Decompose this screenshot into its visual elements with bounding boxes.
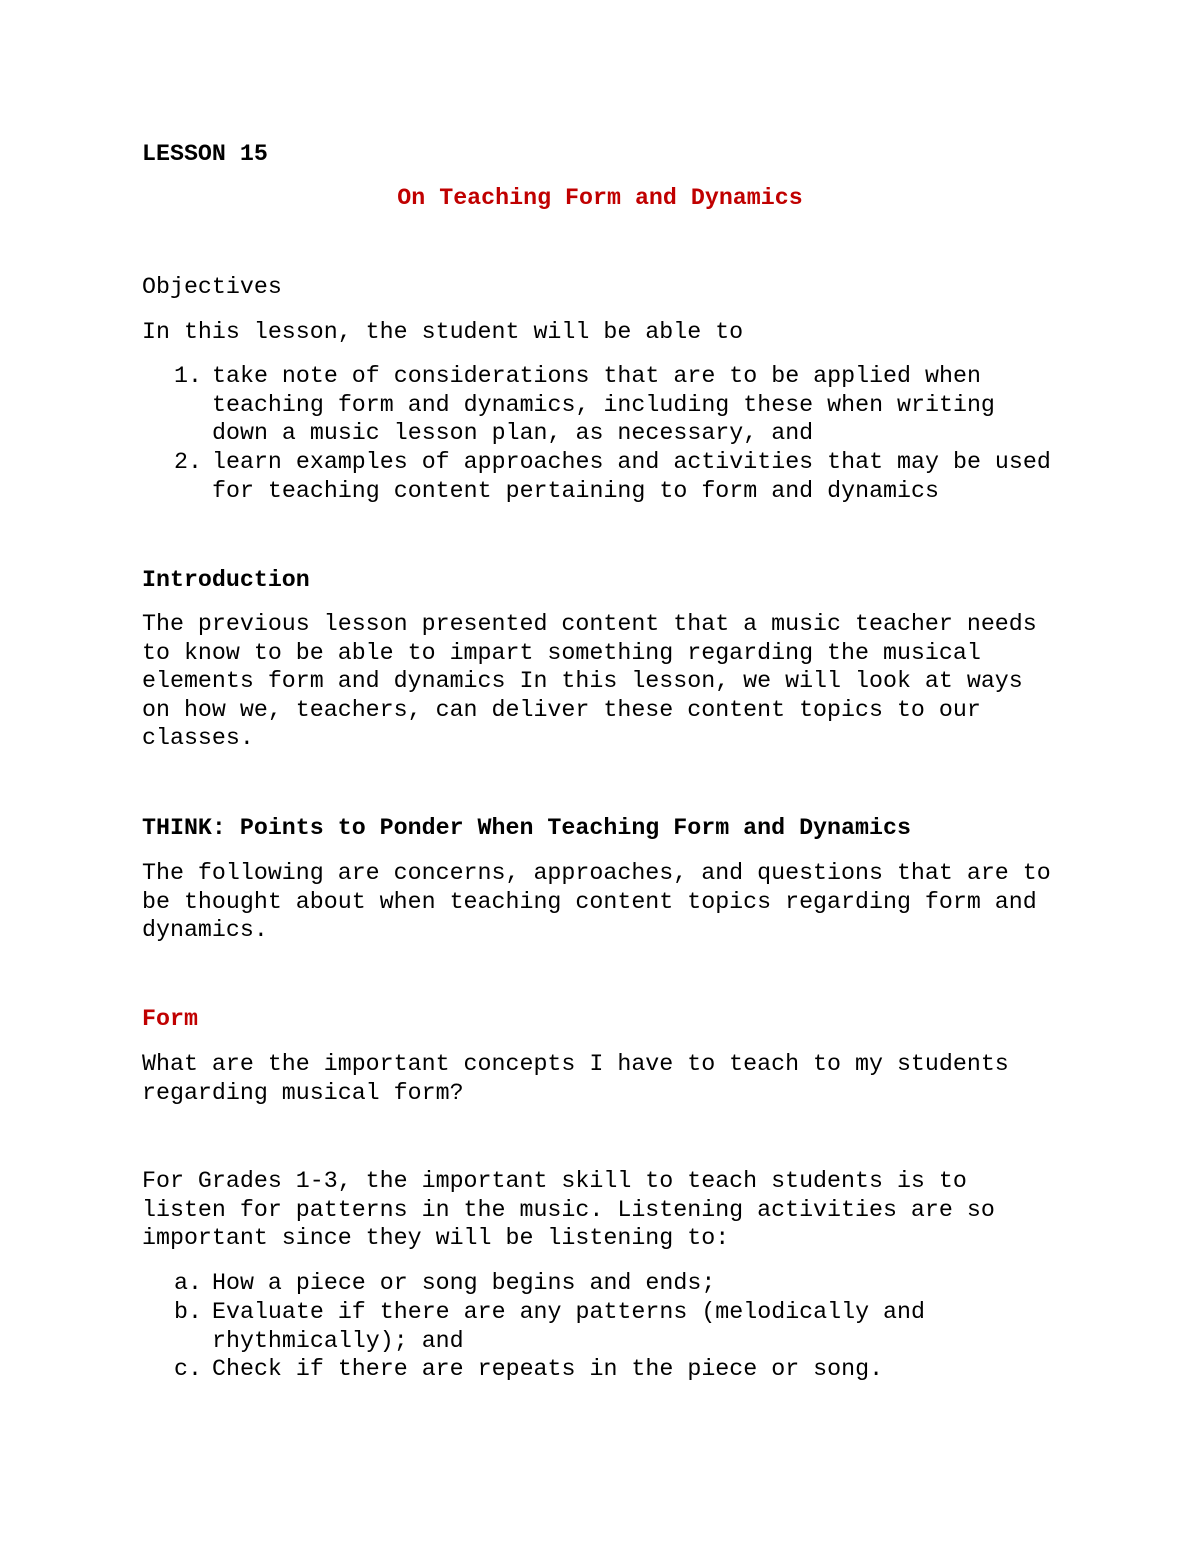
- think-heading: THINK: Points to Ponder When Teaching Form and Dynamics: [142, 815, 911, 841]
- objectives-lead: In this lesson, the student will be able to: [142, 319, 744, 345]
- form-marker-a: a.: [174, 1270, 202, 1296]
- form-item-c: Check if there are repeats in the piece or song.: [212, 1356, 884, 1382]
- page-title: On Teaching Form and Dynamics: [397, 185, 803, 211]
- form-item-a: How a piece or song begins and ends;: [212, 1270, 716, 1296]
- form-item-b: Evaluate if there are any patterns (melodically and rhythmically); and: [212, 1299, 926, 1354]
- lesson-label: LESSON 15: [142, 141, 268, 167]
- form-grades-text: For Grades 1-3, the important skill to teach students is to listen for patterns in the music. Listening activities are so important since they will be listening to:: [142, 1168, 995, 1251]
- form-heading: Form: [142, 1006, 198, 1032]
- think-body: The following are concerns, approaches, and questions that are to be thought about when teaching content topics regarding form and dynamics.: [142, 860, 1051, 943]
- introduction-body: The previous lesson presented content that a music teacher needs to know to be able to impart something regarding the musical elements form and dynamics In this lesson, we will look at ways on how we, teachers, can deliver these content topics to our classes.: [142, 611, 1037, 751]
- introduction-heading: Introduction: [142, 567, 310, 593]
- objective-item-2: learn examples of approaches and activities that may be used for teaching content pertaining to form and dynamics: [212, 449, 1051, 504]
- objective-marker-1: 1.: [174, 363, 202, 389]
- form-marker-b: b.: [174, 1299, 202, 1325]
- form-marker-c: c.: [174, 1356, 202, 1382]
- objective-item-1: take note of considerations that are to be applied when teaching form and dynamics, including these when writing down a music lesson plan, as necessary, and: [212, 363, 995, 446]
- objectives-heading: Objectives: [142, 274, 282, 300]
- objective-marker-2: 2.: [174, 449, 202, 475]
- form-question: What are the important concepts I have to teach to my students regarding musical form?: [142, 1051, 1009, 1106]
